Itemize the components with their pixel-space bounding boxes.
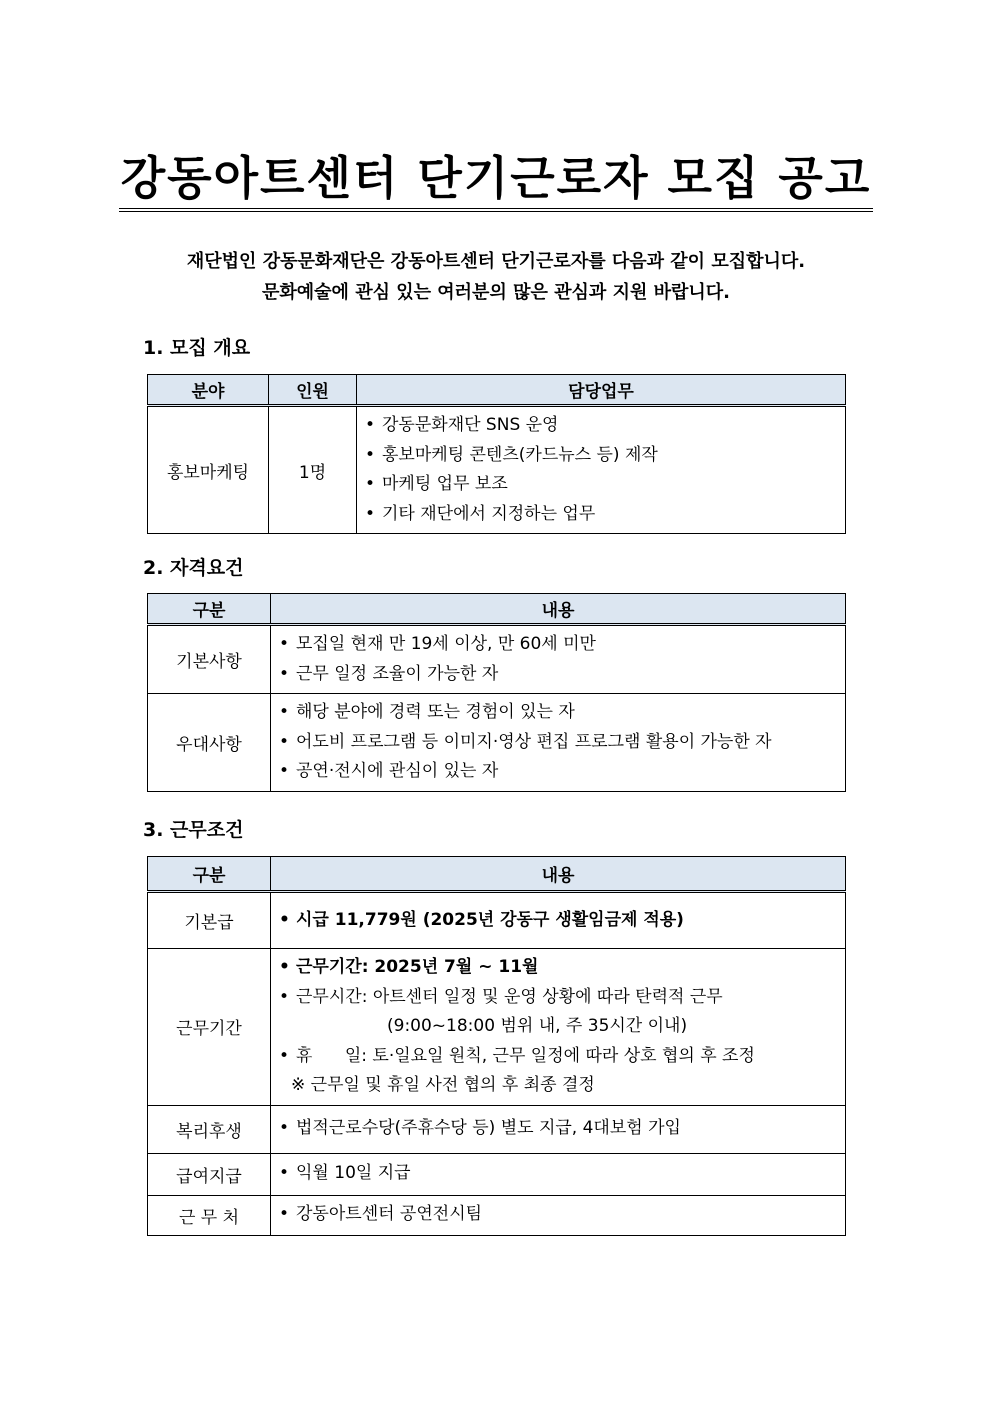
content-cell (271, 1153, 846, 1195)
section-3-heading: 3. 근무조건 (143, 819, 244, 841)
duties-cell (357, 406, 846, 534)
table-row (148, 949, 846, 1106)
intro (0, 246, 992, 308)
category-cell: 우대사항 (148, 694, 271, 792)
bullet: • (365, 503, 376, 524)
content-cell (271, 625, 846, 694)
bullet: • (365, 444, 376, 465)
content-cell (271, 892, 846, 949)
intro-line-1: 재단법인 강동문화재단은 강동아트센터 단기근로자를 다음과 같이 모집합니다. (186, 251, 806, 272)
table-header-row (148, 375, 846, 406)
list-item: • 휴 일: 토·일요일 원칙, 근무 일정에 따라 상호 협의 후 조정 (279, 1042, 845, 1072)
table-row (148, 1105, 846, 1153)
header-content: 내용 (271, 594, 846, 625)
list-item: • 근무시간: 아트센터 일정 및 운영 상황에 따라 탄력적 근무 (279, 983, 845, 1013)
bullet: • (279, 663, 290, 684)
table-row (148, 406, 846, 534)
content-list (271, 902, 845, 940)
content-list (271, 949, 845, 1105)
content-list (271, 1196, 845, 1234)
header-content: 내용 (271, 857, 846, 892)
list-item: • 강동문화재단 SNS 운영 (365, 411, 845, 441)
bullet: • (279, 957, 290, 977)
bullet: • (279, 1045, 290, 1066)
table-row (148, 694, 846, 792)
bullet: • (279, 1163, 290, 1184)
list-item: • 근무 일정 조율이 가능한 자 (279, 660, 845, 690)
bullet: • (279, 1204, 290, 1225)
header-duties: 담당업무 (357, 375, 846, 406)
content-list (271, 626, 845, 693)
table-row (148, 1153, 846, 1195)
title-wrap (0, 150, 992, 212)
list-item: • 익월 10일 지급 (279, 1159, 845, 1189)
header-category: 구분 (148, 857, 271, 892)
list-item-continuation: (9:00~18:00 범위 내, 주 35시간 이내) (387, 1016, 688, 1036)
content-cell (271, 694, 846, 792)
list-item: • 모집일 현재 만 19세 이상, 만 60세 미만 (279, 630, 845, 660)
list-item: • 법적근로수당(주휴수당 등) 별도 지급, 4대보험 가입 (279, 1114, 845, 1144)
note-text: ※ 근무일 및 휴일 사전 협의 후 최종 결정 (291, 1075, 595, 1095)
content-list (271, 1155, 845, 1193)
bullet: • (279, 731, 290, 752)
header-field: 분야 (148, 375, 269, 406)
duties-list (357, 407, 845, 533)
list-item: • 시급 11,779원 (2025년 강동구 생활임금제 적용) (279, 906, 845, 936)
table-header-row (148, 594, 846, 625)
bullet: • (365, 474, 376, 494)
list-item: • 강동아트센터 공연전시팀 (279, 1200, 845, 1230)
bullet: • (365, 415, 376, 435)
bullet: • (279, 1118, 290, 1139)
field-cell: 홍보마케팅 (148, 406, 269, 534)
content-cell (271, 1195, 846, 1235)
list-item: • 공연·전시에 관심이 있는 자 (279, 757, 845, 787)
category-cell: 기본급 (148, 892, 271, 949)
category-cell: 근 무 처 (148, 1195, 271, 1235)
list-item: • 마케팅 업무 보조 (365, 470, 845, 500)
table-row (148, 892, 846, 949)
list-item: • 근무기간: 2025년 7월 ~ 11월 (279, 953, 845, 983)
content-list (271, 1110, 845, 1148)
header-count: 인원 (269, 375, 357, 406)
section-2-heading: 2. 자격요건 (143, 557, 244, 579)
table-header-row (148, 857, 846, 892)
work-conditions-table (147, 856, 846, 1236)
qualification-table (147, 593, 846, 792)
list-item: • 기타 재단에서 지정하는 업무 (365, 500, 845, 530)
content-cell (271, 949, 846, 1106)
category-cell: 기본사항 (148, 625, 271, 694)
table-row (148, 625, 846, 694)
section-1-heading: 1. 모집 개요 (143, 337, 251, 359)
page-title: 강동아트센터 단기근로자 모집 공고 (119, 150, 874, 212)
table-row (148, 1195, 846, 1235)
category-cell: 복리후생 (148, 1105, 271, 1153)
list-item: • 어도비 프로그램 등 이미지·영상 편집 프로그램 활용이 가능한 자 (279, 728, 845, 758)
header-category: 구분 (148, 594, 271, 625)
bullet: • (279, 986, 290, 1007)
recruit-overview-table (147, 374, 846, 534)
category-cell: 근무기간 (148, 949, 271, 1106)
intro-line-2: 문화예술에 관심 있는 여러분의 많은 관심과 지원 바랍니다. (261, 282, 730, 303)
content-list (271, 694, 845, 791)
bullet: • (279, 634, 290, 654)
bullet: • (279, 702, 290, 722)
content-cell (271, 1105, 846, 1153)
category-cell: 급여지급 (148, 1153, 271, 1195)
bullet: • (279, 909, 290, 930)
count-cell: 1명 (269, 406, 357, 534)
list-item: • 해당 분야에 경력 또는 경험이 있는 자 (279, 698, 845, 728)
bullet: • (279, 761, 290, 781)
list-item: • 홍보마케팅 콘텐츠(카드뉴스 등) 제작 (365, 441, 845, 471)
